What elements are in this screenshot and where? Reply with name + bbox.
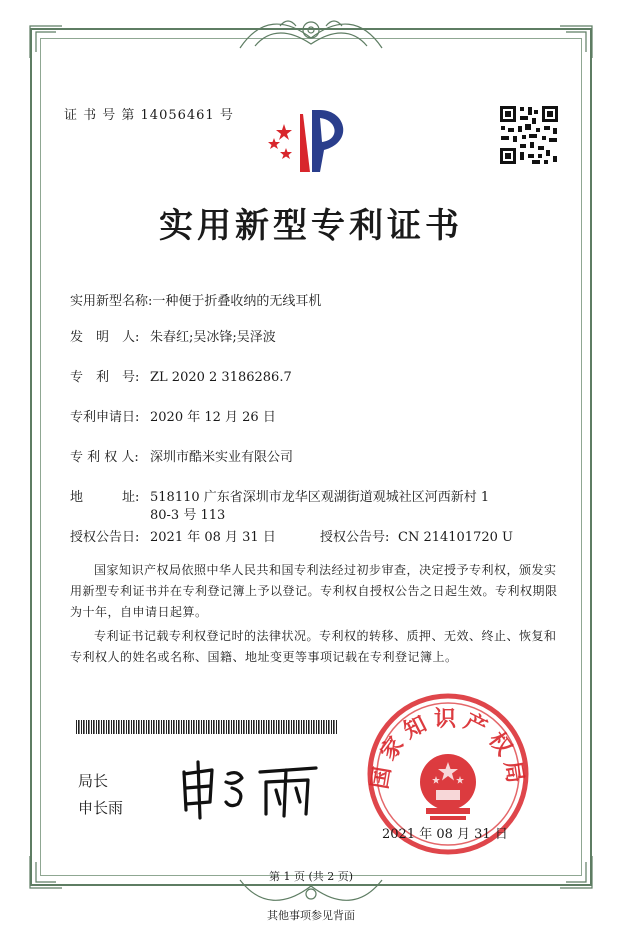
field-value: 518110 广东省深圳市龙华区观湖街道观城社区河西新村 1 [150, 490, 490, 505]
signatory-name: 申长雨 [78, 799, 124, 817]
field-address-line2: 80-3 号 113 [150, 508, 226, 523]
barcode [76, 720, 338, 734]
field-filing-date [70, 406, 276, 425]
field-value: 深圳市酷米实业有限公司 [150, 450, 294, 465]
field-label: 专 利 权 人: [70, 450, 139, 465]
footer-note: 其他事项参见背面 [267, 909, 355, 922]
field-value: 一种便于折叠收纳的无线耳机 [152, 294, 322, 309]
corner-ornament-tl [26, 22, 66, 62]
field-value: ZL 2020 2 3186286.7 [150, 370, 292, 385]
top-ornament [230, 8, 392, 58]
certificate-title: 实用新型专利证书 [159, 206, 463, 246]
cnipa-logo [262, 102, 362, 176]
field-grant-date [70, 526, 276, 545]
field-label: 授权公告日: [70, 530, 140, 545]
signatory-title: 局长 [78, 772, 109, 790]
field-label: 授权公告号: [320, 530, 390, 545]
field-value: 朱春红;吴冰锋;吴泽波 [150, 330, 276, 345]
legal-status-paragraph: 专利证书记载专利权登记时的法律状况。专利权的转移、质押、无效、终止、恢复和专利权人的姓名或名称、国籍、地址变更等事项记载在专利登记簿上。 [70, 629, 557, 664]
field-label: 实用新型名称: [70, 294, 153, 309]
field-value: 2021 年 08 月 31 日 [150, 530, 276, 545]
field-label: 专 利 号: [70, 370, 140, 385]
qr-code [498, 104, 560, 166]
grant-statement-paragraph: 国家知识产权局依照中华人民共和国专利法经过初步审查，决定授予专利权，颁发实用新型专利证书并在专利登记簿上予以登记。专利权自授权公告之日起生效。专利权期限为十年，自申请日起算。 [70, 563, 558, 619]
field-label: 专利申请日: [70, 410, 140, 425]
field-patent-number [70, 366, 292, 385]
corner-ornament-tr [556, 22, 596, 62]
handwritten-signature [176, 752, 326, 822]
field-grant-number [320, 526, 513, 545]
page-indicator: 第 1 页 (共 2 页) [268, 870, 354, 883]
field-inventor [70, 326, 276, 345]
field-address [70, 486, 489, 505]
field-label: 地 址: [70, 490, 140, 505]
field-utility-model-name [70, 290, 321, 309]
seal-date: 2021 年 08 月 31 日 [382, 827, 508, 842]
field-patentee [70, 446, 293, 465]
field-value: 2020 年 12 月 26 日 [150, 410, 276, 425]
certificate-number: 证 书 号 第 14056461 号 [64, 108, 234, 123]
field-value: CN 214101720 U [398, 530, 513, 545]
field-label: 发 明 人: [70, 330, 140, 345]
seal-text: 国家知识产权局 [367, 707, 529, 791]
